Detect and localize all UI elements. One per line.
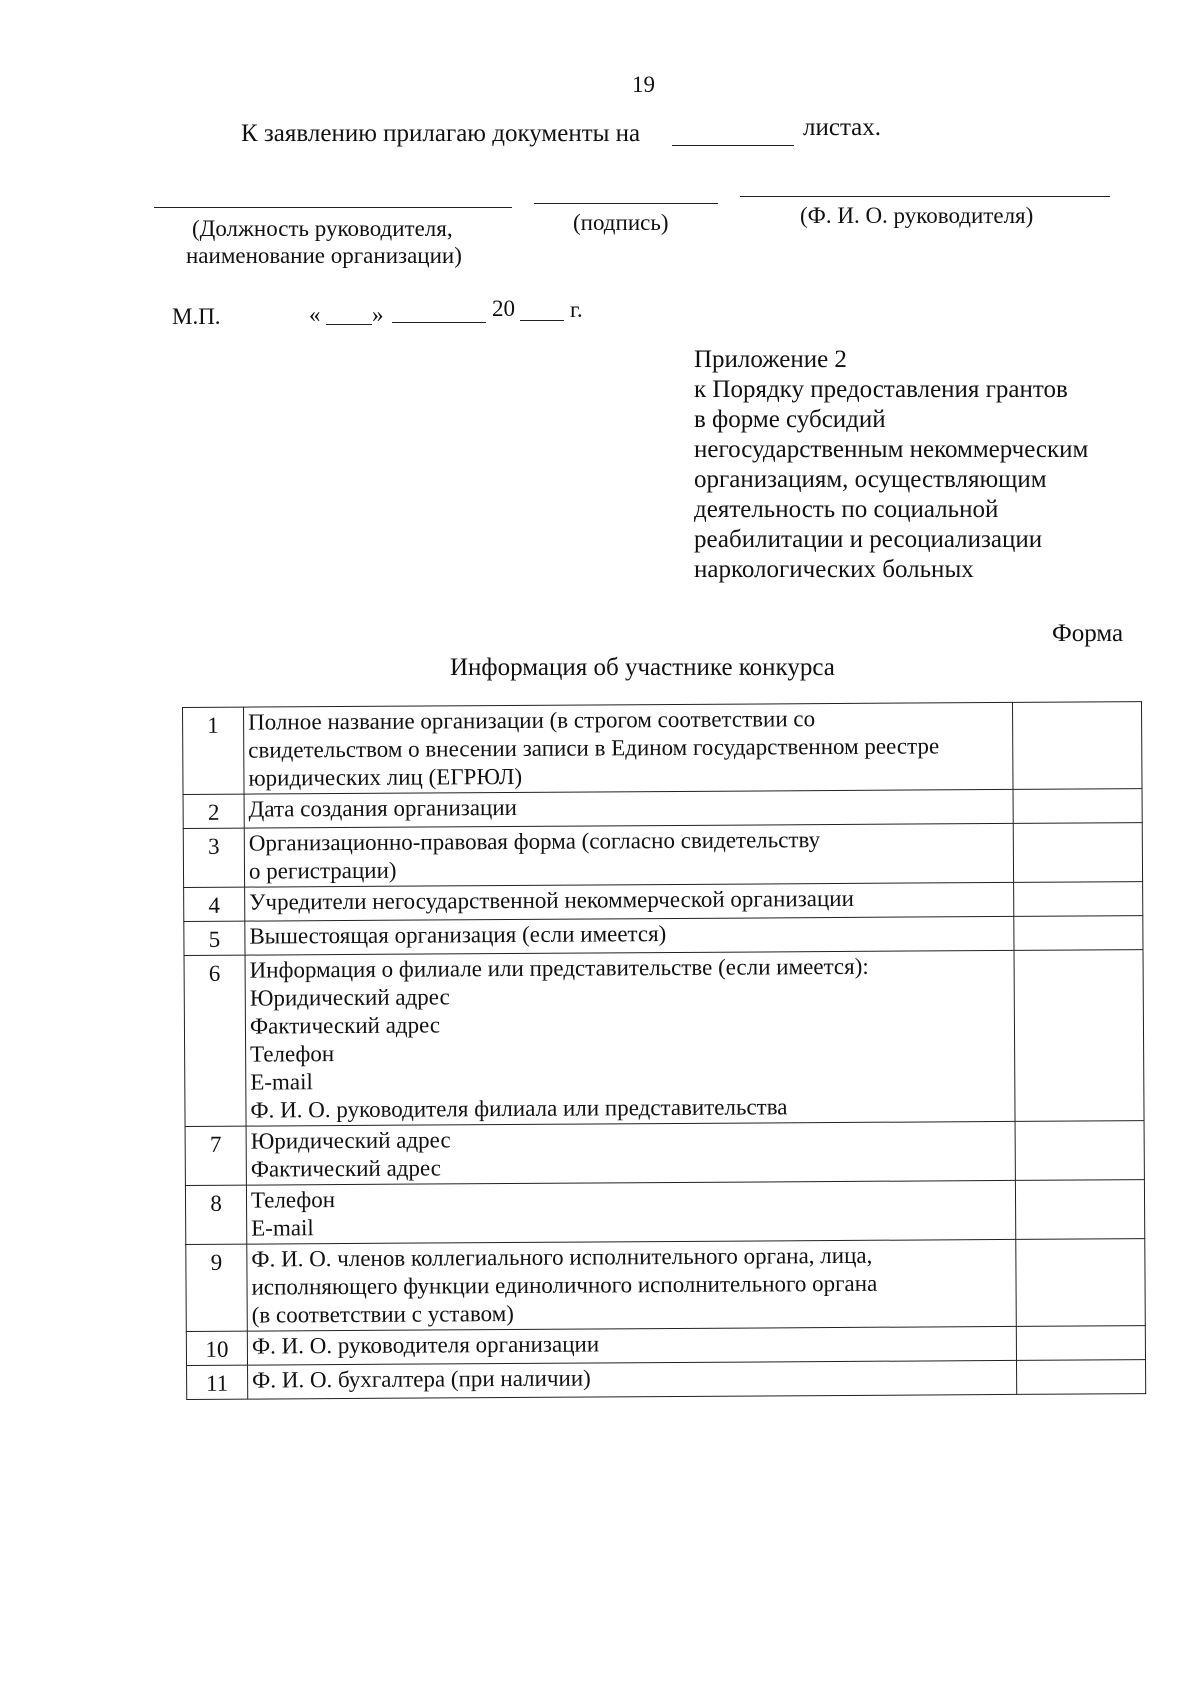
row-label-line: о регистрации) — [248, 857, 397, 884]
row-label — [248, 1360, 1017, 1399]
stamp-mp: М.П. — [172, 304, 221, 329]
row-label-line: Ф. И. О. руководителя филиала или представительства — [250, 1094, 788, 1123]
row-value-cell[interactable] — [1013, 823, 1142, 883]
row-label-line: Информация о филиале или представительстве (если имеется): — [249, 953, 869, 983]
row-value-cell[interactable] — [1017, 1360, 1146, 1395]
row-label — [246, 1121, 1015, 1185]
row-label — [244, 789, 1013, 828]
appendix-line: наркологических больных — [694, 556, 974, 583]
appendix-line: реабилитации и ресоциализации — [694, 526, 1043, 553]
row-number: 4 — [184, 887, 245, 921]
appendix-line: Приложение 2 — [694, 346, 847, 373]
row-label-line: Дата создания организации — [248, 794, 518, 822]
row-label-line: (в соответствии с уставом) — [251, 1300, 514, 1328]
row-number: 7 — [185, 1126, 246, 1185]
row-label-line: исполняющего функции единоличного исполнительного органа — [251, 1270, 878, 1300]
row-value-cell[interactable] — [1013, 789, 1142, 824]
year-blank — [520, 320, 564, 321]
row-value-cell[interactable] — [1015, 1180, 1144, 1240]
participant-info-table — [182, 701, 1146, 1400]
table-row — [184, 882, 1143, 922]
table-row — [185, 1180, 1144, 1245]
row-value-cell[interactable] — [1012, 702, 1142, 790]
attach-sheets-blank — [672, 145, 794, 146]
row-label-line: Ф. И. О. руководителя организации — [251, 1331, 600, 1359]
row-value-cell[interactable] — [1016, 1326, 1145, 1361]
stamp-quote-open: « — [309, 302, 321, 327]
row-label — [245, 882, 1014, 921]
row-label-line: Юридический адрес — [250, 1127, 451, 1154]
month-blank — [392, 322, 486, 323]
form-label: Форма — [1052, 620, 1124, 647]
appendix-line: негосударственным некоммерческим — [694, 436, 1089, 463]
row-label-line: Ф. И. О. членов коллегиального исполнительного органа, лица, — [251, 1242, 873, 1272]
row-number: 10 — [186, 1331, 247, 1365]
row-number: 6 — [184, 955, 246, 1126]
row-number: 3 — [183, 828, 244, 887]
row-label — [245, 950, 1015, 1126]
row-label-line: юридических лиц (ЕГРЮЛ) — [248, 763, 523, 791]
signature-line — [534, 203, 718, 204]
row-value-cell[interactable] — [1014, 882, 1143, 917]
row-label-line: E-mail — [251, 1215, 314, 1241]
row-label-line: Фактический адрес — [250, 1155, 442, 1182]
table-row — [187, 1360, 1146, 1400]
table-row — [186, 1239, 1146, 1332]
page-number: 19 — [632, 72, 655, 97]
row-number: 8 — [185, 1185, 246, 1244]
appendix-line: к Порядку предоставления грантов — [694, 376, 1068, 403]
day-blank — [326, 324, 372, 325]
row-number: 9 — [186, 1244, 248, 1331]
row-label — [247, 1326, 1016, 1365]
table-row — [183, 823, 1142, 888]
position-label-line2: наименование организации) — [186, 243, 462, 268]
stamp-year-prefix: 20 — [492, 296, 515, 321]
row-label-line: Фактический адрес — [249, 1012, 441, 1039]
stamp-quote-close: » — [372, 302, 384, 327]
row-label-line: Вышестоящая организация (если имеется) — [249, 921, 667, 949]
row-label-line: Телефон — [250, 1041, 335, 1067]
row-value-cell[interactable] — [1014, 916, 1143, 951]
row-number: 1 — [183, 707, 245, 794]
row-number: 2 — [183, 794, 244, 828]
row-label — [246, 1180, 1015, 1244]
row-label — [244, 702, 1014, 794]
row-label-line: Ф. И. О. бухгалтера (при наличии) — [252, 1365, 591, 1393]
row-label-line: Полное название организации (в строгом соответствии со — [248, 706, 816, 735]
document-title: Информация об участнике конкурса — [450, 654, 835, 681]
attach-text: К заявлению прилагаю документы на — [241, 120, 641, 147]
row-value-cell[interactable] — [1014, 950, 1144, 1122]
row-label-line: свидетельством о внесении записи в Едином государственном реестре — [248, 733, 940, 763]
attach-suffix: листах. — [803, 114, 882, 141]
row-label-line: Юридический адрес — [249, 984, 450, 1011]
row-value-cell[interactable] — [1015, 1121, 1144, 1181]
name-label: (Ф. И. О. руководителя) — [800, 203, 1034, 228]
stamp-year-suffix: г. — [570, 297, 583, 322]
row-label — [244, 823, 1013, 887]
name-line — [740, 196, 1110, 197]
table-row — [183, 702, 1143, 795]
row-label-line: E-mail — [250, 1069, 313, 1095]
row-number: 11 — [187, 1365, 248, 1399]
row-label — [247, 1239, 1017, 1331]
table-row — [185, 1121, 1144, 1186]
row-label-line: Организационно-правовая форма (согласно свидетельству — [248, 827, 821, 856]
row-label — [245, 916, 1014, 955]
row-label-line: Учредители негосударственной некоммерческой организации — [249, 885, 854, 915]
signature-label: (подпись) — [573, 210, 669, 235]
table-row — [184, 950, 1144, 1127]
appendix-block — [694, 345, 1088, 585]
row-value-cell[interactable] — [1016, 1239, 1146, 1327]
row-label-line: Телефон — [250, 1187, 336, 1213]
position-line — [154, 207, 512, 208]
row-number: 5 — [184, 921, 245, 955]
appendix-line: деятельность по социальной — [694, 496, 999, 523]
appendix-line: организациям, осуществляющим — [694, 466, 1047, 493]
table-row — [184, 916, 1143, 956]
position-label-line1: (Должность руководителя, — [192, 216, 453, 241]
appendix-line: в форме субсидий — [694, 406, 886, 433]
